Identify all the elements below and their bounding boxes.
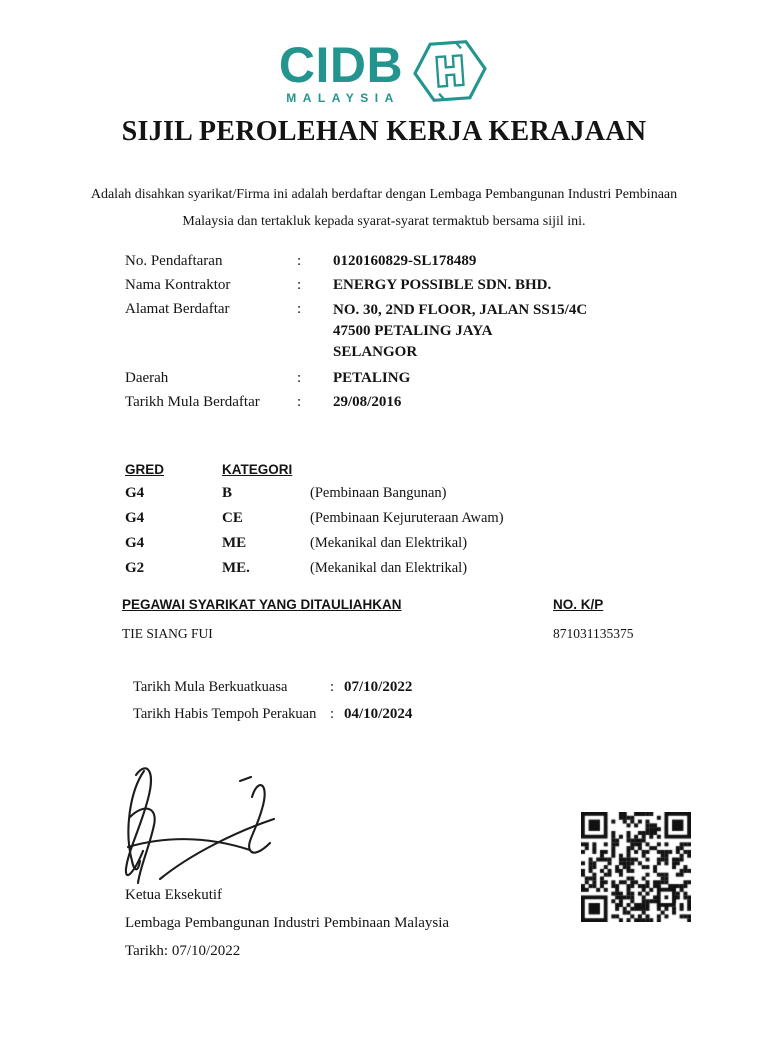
kategori-description: (Mekanikal dan Elektrikal) [310, 535, 468, 551]
gred-value: G4 [125, 510, 145, 526]
certificate-title: SIJIL PEROLEHAN KERJA KERAJAAN [121, 116, 647, 147]
officer-section [122, 597, 655, 642]
grade-table-header [125, 461, 605, 478]
kategori-description: (Pembinaan Kejuruteraan Awam) [310, 510, 504, 526]
grade-row [125, 510, 605, 527]
colon: : [330, 679, 335, 695]
gred-value: G4 [125, 535, 145, 551]
kategori-value: ME. [222, 560, 250, 576]
gred-value: G4 [125, 485, 145, 501]
officer-header: PEGAWAI SYARIKAT YANG DITAULIAHKAN [122, 597, 402, 612]
grade-row [125, 560, 605, 577]
cidb-brand-text: CIDB [278, 37, 404, 93]
cidb-logo-text [278, 37, 404, 105]
colon: : [297, 394, 302, 410]
colon: : [330, 706, 335, 722]
signature [100, 755, 280, 895]
effective-date-value: 07/10/2022 [344, 679, 413, 695]
contractor-name-value: ENERGY POSSIBLE SDN. BHD. [333, 277, 552, 293]
registered-address-label: Alamat Berdaftar [125, 301, 230, 317]
qr-code [581, 812, 691, 922]
registered-address-value [333, 300, 605, 363]
gred-header: GRED [125, 462, 165, 477]
cidb-logo [0, 34, 768, 113]
colon: : [297, 253, 302, 269]
gred-value: G2 [125, 560, 145, 576]
officer-ic-number: 871031135375 [553, 626, 634, 641]
address-line-3: SELANGOR [333, 344, 418, 360]
effective-date-label: Tarikh Mula Berkuatkuasa [133, 679, 288, 695]
kategori-value: B [222, 485, 233, 501]
address-line-1: NO. 30, 2ND FLOOR, JALAN SS15/4C [333, 302, 588, 318]
district-row [125, 369, 605, 387]
intro-line-2: Malaysia dan tertakluk kepada syarat-syarat termaktub bersama sijil ini. [182, 214, 586, 229]
intro-paragraph [0, 181, 768, 235]
kategori-header: KATEGORI [222, 462, 293, 477]
kategori-description: (Pembinaan Bangunan) [310, 485, 447, 501]
signatory-role: Ketua Eksekutif [125, 887, 223, 903]
organization-name: Lembaga Pembangunan Industri Pembinaan Malaysia [125, 915, 450, 931]
address-line-2: 47500 PETALING JAYA [333, 323, 493, 339]
district-label: Daerah [125, 370, 169, 386]
registration-details [125, 252, 605, 417]
intro-line-1: Adalah disahkan syarikat/Firma ini adalah berdaftar dengan Lembaga Pembangunan Industri Pembinaan [90, 187, 678, 202]
expiry-date-label: Tarikh Habis Tempoh Perakuan [133, 706, 317, 722]
registration-number-label: No. Pendaftaran [125, 253, 223, 269]
grade-row [125, 535, 605, 552]
issue-date: Tarikh: 07/10/2022 [125, 943, 241, 959]
officer-row [122, 626, 655, 642]
first-registered-date-row [125, 393, 605, 411]
officer-name: TIE SIANG FUI [122, 626, 213, 641]
district-value: PETALING [333, 370, 411, 386]
grade-table [125, 461, 605, 585]
effective-date-row [133, 678, 553, 696]
grade-row [125, 485, 605, 502]
colon: : [297, 301, 302, 317]
registration-number-value: 0120160829-SL178489 [333, 253, 477, 269]
registered-address-row [125, 300, 605, 363]
kategori-value: ME [222, 535, 247, 551]
colon: : [297, 277, 302, 293]
cidb-malaysia-text: MALAYSIA [286, 91, 400, 105]
first-registered-date-label: Tarikh Mula Berdaftar [125, 394, 260, 410]
kategori-description: (Mekanikal dan Elektrikal) [310, 560, 468, 576]
first-registered-date-value: 29/08/2016 [333, 394, 402, 410]
registration-number-row [125, 252, 605, 270]
officer-header-row [122, 597, 655, 612]
expiry-date-row [133, 705, 553, 723]
cidb-hexagon-logo-icon [411, 34, 489, 113]
colon: : [297, 370, 302, 386]
contractor-name-label: Nama Kontraktor [125, 277, 231, 293]
ic-number-header: NO. K/P [553, 597, 604, 612]
contractor-name-row [125, 276, 605, 294]
expiry-date-value: 04/10/2024 [344, 706, 413, 722]
validity-section [133, 678, 553, 732]
kategori-value: CE [222, 510, 243, 526]
footer-block [125, 888, 449, 972]
